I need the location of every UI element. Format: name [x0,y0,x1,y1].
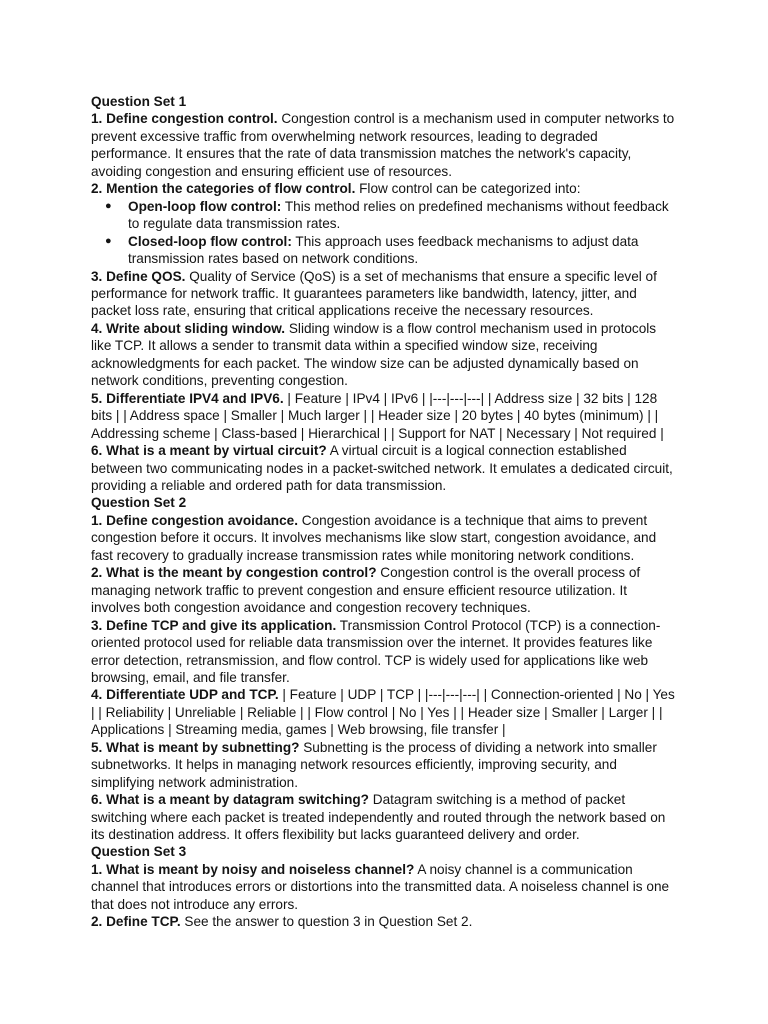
question-text: 4. Write about sliding window. [91,320,286,336]
answer-text: | Feature | IPv4 | IPv6 | |---|---|---| | Address size | 32 bits | 128 bits | | Address space | Smaller | Much larger | | Header size | 20 bytes | 40 bytes (minimum) | | Addressing scheme | Class-based | Hierarchical | | Support for NAT | Necessary | Not required | [91,390,664,441]
answer-text: A virtual circuit is a logical connection established between two communicating nodes in a packet-switched network. It emulates a dedicated circuit, providing a reliable and ordered path for data transmission. [91,443,673,493]
question-item [91,390,679,442]
question-text: 6. What is a meant by datagram switching? [91,792,369,808]
question-text: 2. Mention the categories of flow control. [91,181,356,197]
question-set-title: Question Set 3 [91,844,187,860]
question-text: 5. Differentiate IPV4 and IPV6. [91,390,284,406]
answer-text: See the answer to question 3 in Question Set 2. [180,914,473,930]
question-text: 1. Define congestion control. [91,111,278,127]
question-item [91,791,679,843]
question-item [91,617,679,687]
document-page [91,93,679,931]
question-text: 2. What is the meant by congestion control? [91,565,377,581]
question-set-title: Question Set 2 [91,495,187,511]
question-text: 5. What is meant by subnetting? [91,739,300,755]
list-item [105,198,679,233]
answer-text: | Feature | UDP | TCP | |---|---|---| | Connection-oriented | No | Yes | | Reliability | Unreliable | Reliable | | Flow control | No | Yes | | Header size | Smaller | Larger | | Applications | Streaming media, games | Web browsing, file transfer | [91,687,675,738]
list-item [105,233,679,268]
question-text: 3. Define TCP and give its application. [91,617,337,633]
question-item [91,564,679,616]
question-item [91,512,679,564]
answer-text: Transmission Control Protocol (TCP) is a connection-oriented protocol used for reliable data transmission over the internet. It provides features like error detection, retransmission, and flow control. TCP is widely used for applications like web browsing, email, and file transfer. [91,617,661,685]
answer-text: Flow control can be categorized into: [355,181,581,197]
answer-text: Congestion control is the overall process of managing network traffic to prevent congestion and ensure efficient resource utilization. It involves both congestion avoidance and congestion recovery techniques. [91,565,641,616]
bullet-text: This method relies on predefined mechanisms without feedback to regulate data transmission rates. [128,198,669,232]
question-item [91,320,679,390]
answer-text: Congestion control is a mechanism used in computer networks to prevent excessive traffic from overwhelming network resources, leading to degraded performance. It ensures that the rate of data transmission matches the network's capacity, avoiding congestion and ensuring efficient use of resources. [91,111,675,179]
question-text: 6. What is a meant by virtual circuit? [91,443,327,459]
answer-text: Quality of Service (QoS) is a set of mechanisms that ensure a specific level of performance for network traffic. It guarantees parameters like bandwidth, latency, jitter, and packet loss rate, ensuring that critical applications receive the necessary resources. [91,268,657,319]
question-item [91,268,679,320]
question-text: 1. Define congestion avoidance. [91,512,298,528]
question-set-1 [91,93,679,494]
question-set-2 [91,494,679,843]
bullet-list [91,198,679,268]
answer-text: Subnetting is the process of dividing a network into smaller subnetworks. It helps in managing network resources efficiently, improving security, and simplifying network administration. [91,739,657,790]
question-item [91,913,679,930]
answer-text: Datagram switching is a method of packet switching where each packet is treated independently and routed through the network based on its destination address. It offers flexibility but lacks guaranteed delivery and order. [91,792,666,843]
answer-text: Sliding window is a flow control mechanism used in protocols like TCP. It allows a sender to transmit data within a specified window size, receiving acknowledgments for each packet. The window size can be adjusted dynamically based on network conditions, preventing congestion. [91,320,657,389]
question-item [91,110,679,180]
bullet-icon: ● [105,234,112,247]
question-item [91,180,679,197]
answer-text: Congestion avoidance is a technique that aims to prevent congestion before it occurs. It involves mechanisms like slow start, congestion avoidance, and fast recovery to gradually increase transmission rates while monitoring network conditions. [91,512,657,563]
answer-text: A noisy channel is a communication channel that introduces errors or distortions into the transmitted data. A noiseless channel is one that does not introduce any errors. [91,861,670,912]
question-item [91,442,679,494]
question-text: 1. What is meant by noisy and noiseless channel? [91,861,415,877]
bullet-term: Open-loop flow control: [128,198,282,214]
bullet-text: This approach uses feedback mechanisms to adjust data transmission rates based on network conditions. [128,233,639,267]
bullet-icon: ● [105,199,112,212]
question-text: 2. Define TCP. [91,914,181,930]
question-text: 3. Define QOS. [91,268,186,284]
bullet-term: Closed-loop flow control: [128,233,292,249]
question-item [91,861,679,913]
question-set-title: Question Set 1 [91,94,187,109]
question-item [91,686,679,738]
question-set-3 [91,843,679,930]
question-item [91,739,679,791]
question-text: 4. Differentiate UDP and TCP. [91,687,279,703]
